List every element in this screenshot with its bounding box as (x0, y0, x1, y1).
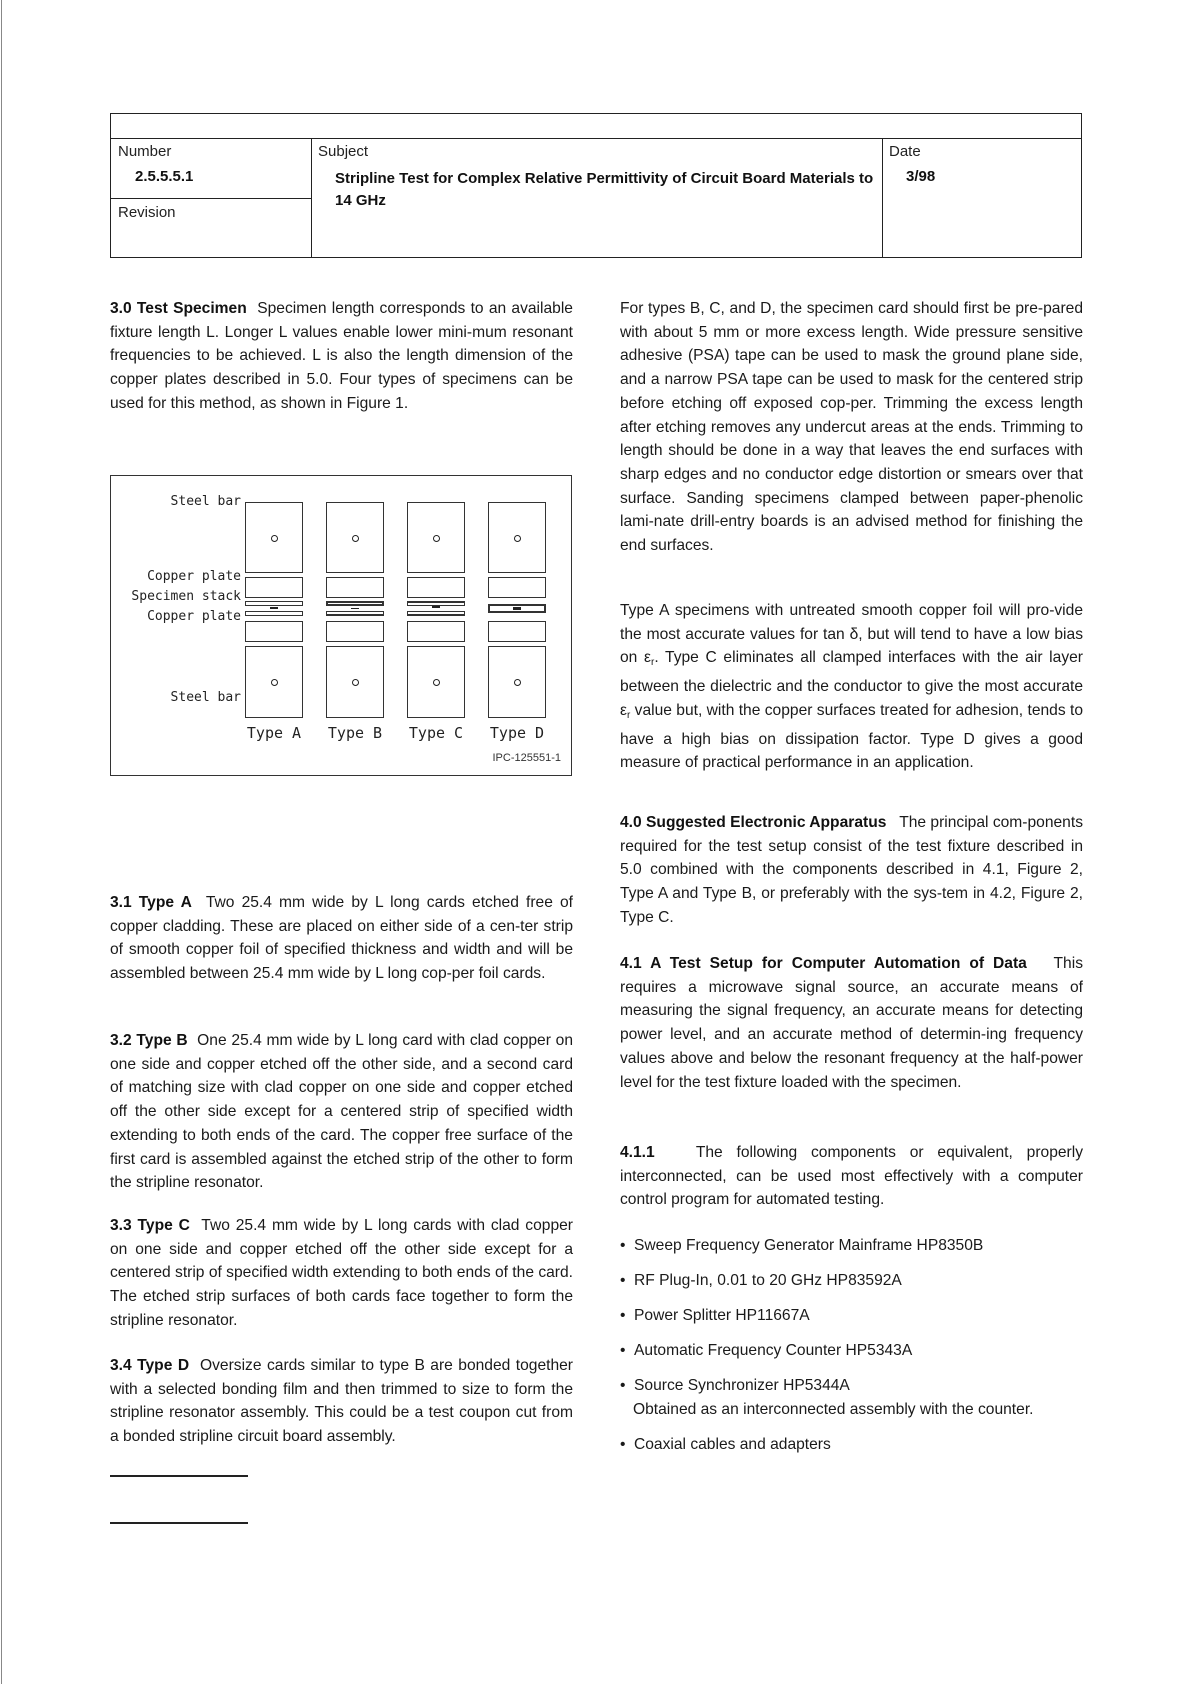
bullet-icon: • (620, 1342, 626, 1359)
center-strip-b (351, 608, 359, 609)
component-name: Coaxial cables and adapters (634, 1436, 831, 1453)
label-steel-bar-bottom: Steel bar (170, 690, 241, 705)
bullet-icon: • (620, 1272, 626, 1289)
type-comparison-text-3: value but, with the copper surfaces treated for adhesion, tends to have a high bias on dissipation factor. Type D gives a good measure of practical performance in an application. (620, 701, 1083, 772)
footnote-rule-2 (110, 1522, 248, 1524)
label-steel-bar-top: Steel bar (170, 494, 241, 509)
copper-plate-top-a (245, 577, 303, 598)
label-copper-plate-top: Copper plate (147, 569, 241, 584)
component-list-item (620, 1304, 1083, 1328)
component-name: Sweep Frequency Generator Mainframe HP8350B (634, 1237, 984, 1254)
steel-bar-top-c (407, 502, 465, 573)
bolt-hole-icon (352, 535, 359, 542)
section-4-1-text: This requires a microwave signal source, an accurate means of measuring the signal frequency, an accurate means for detecting power level, and an accurate method of determin-ing frequency values above and below the resonant frequency at the half-power level for the test fixture loaded with the specimen. (620, 955, 1083, 1091)
center-strip-d (513, 607, 521, 610)
section-3-1 (110, 891, 573, 986)
section-3-4 (110, 1354, 573, 1449)
component-list-item (620, 1234, 1083, 1258)
component-name: Power Splitter HP11667A (634, 1307, 810, 1324)
bullet-icon: • (620, 1237, 626, 1254)
section-4-0-text: The principal com-ponents required for the test setup consist of the test fixture described in 5.0 combined with the components described in 4.1, Figure 2, Type A and Type B, or preferably with the sys-tem in 4.2, Figure 2, Type C. (620, 814, 1083, 926)
bullet-icon: • (620, 1436, 626, 1453)
component-note: Obtained as an interconnected assembly with the counter. (633, 1400, 1034, 1418)
steel-bar-bottom-c (407, 646, 465, 718)
copper-plate-top-b (326, 577, 384, 598)
label-specimen-stack: Specimen stack (131, 589, 241, 604)
section-4-1 (620, 952, 1083, 1094)
specimen-card-c2 (407, 611, 465, 616)
steel-bar-top-b (326, 502, 384, 573)
section-4-1-1-heading: 4.1.1 (620, 1144, 655, 1161)
page-edge (1, 0, 2, 1684)
specimen-preparation-paragraph: For types B, C, and D, the specimen card should first be pre-pared with about 5 mm or more excess length. Wide pressure sensitive adhesive (PSA) tape can be used to mask the ground plane side, and a narrow PSA tape can be used to mask for the centered strip before etching off exposed cop-per. Trimming the excess length after etching removes any undercut areas at the ends. Trimming to length should be done in a way that leaves the end surfaces with sharp edges and no conductor edge distortion or smears over that surface. Sanding specimens clamped between paper-phenolic lami-nate drill-entry boards is an advised method for finishing the end surfaces. (620, 300, 1083, 555)
bolt-hole-icon (433, 535, 440, 542)
specimen-card-a2 (245, 611, 303, 616)
section-3-1-text: Two 25.4 mm wide by L long cards etched free of copper cladding. These are placed on either side of a cen-ter strip of smooth copper foil of specified thickness and width and will be assembled between 25.4 mm wide by L long cop-per foil cards. (110, 894, 573, 983)
specimen-card-b2 (326, 611, 384, 616)
component-name: Automatic Frequency Counter HP5343A (634, 1342, 913, 1359)
copper-plate-bottom-d (488, 621, 546, 642)
number-label: Number (118, 143, 172, 160)
bolt-hole-icon (271, 679, 278, 686)
section-3-1-heading: 3.1 Type A (110, 894, 192, 911)
epsilon-subscript: r (626, 709, 631, 721)
component-list-item (620, 1339, 1083, 1363)
figure-reference: IPC-125551-1 (492, 752, 561, 764)
type-a-label: Type A (246, 724, 302, 742)
date-value: 3/98 (906, 168, 936, 185)
center-strip-c (432, 606, 440, 608)
section-4-1-1-text: The following components or equivalent, properly interconnected, can be used most effectively with a computer control program for automated testing. (620, 1144, 1083, 1209)
copper-plate-bottom-c (407, 621, 465, 642)
label-copper-plate-bottom: Copper plate (147, 609, 241, 624)
figure-1-specimen-types (110, 475, 572, 776)
subject-title: Stripline Test for Complex Relative Permittivity of Circuit Board Materials to 14 GHz (335, 170, 874, 209)
subject-column (311, 138, 883, 257)
component-list-item (620, 1433, 1083, 1457)
section-3-4-text: Oversize cards similar to type B are bonded together with a selected bonding film and then trimmed to size to form the stripline resonator assembly. This could be a test coupon cut from a bonded stripline circuit board assembly. (110, 1357, 573, 1446)
type-b-label: Type B (327, 724, 383, 742)
section-4-0 (620, 811, 1083, 930)
component-list-item (620, 1269, 1083, 1293)
bolt-hole-icon (271, 535, 278, 542)
copper-plate-bottom-b (326, 621, 384, 642)
number-cell (111, 138, 311, 199)
type-d-label: Type D (489, 724, 545, 742)
component-list-item (620, 1374, 1083, 1421)
section-3-3-text: Two 25.4 mm wide by L long cards with clad copper on one side and copper etched off the other side except for a centered strip of specified width extending to both ends of the card. The etched strip surfaces of both cards face together to form the stripline resonator. (110, 1217, 573, 1329)
specimen-card-b1 (326, 601, 384, 606)
component-name: RF Plug-In, 0.01 to 20 GHz HP83592A (634, 1272, 902, 1289)
bolt-hole-icon (514, 535, 521, 542)
section-3-2-text: One 25.4 mm wide by L long card with clad copper on one side and copper etched off the other side, and a second card of matching size with clad copper on one side and copper etched off the other side except for a centered strip of specified width extending to both ends of the card. The copper free surface of the first card is assembled against the etched strip of the other to form the stripline resonator. (110, 1032, 573, 1192)
section-3-0-text: Specimen length corresponds to an available fixture length L. Longer L values enable lower mini-mum resonant frequencies to be achieved. L is also the length dimension of the copper plates described in 5.0. Four types of specimens can be used for this method, as shown in Figure 1. (110, 300, 573, 412)
date-label: Date (889, 143, 921, 160)
type-comparison-text-1: Type A specimens with untreated smooth copper foil will pro-vide the most accurate values for tan δ, but will tend to have a low bias on ε (620, 602, 1083, 667)
specimen-type-comparison-paragraph (620, 599, 1083, 775)
copper-plate-bottom-a (245, 621, 303, 642)
section-3-4-heading: 3.4 Type D (110, 1357, 190, 1374)
revision-label: Revision (118, 204, 176, 221)
section-4-0-heading: 4.0 Suggested Electronic Apparatus (620, 814, 887, 831)
section-3-2 (110, 1029, 573, 1195)
specimen-card-a1 (245, 601, 303, 606)
center-strip-a (270, 607, 278, 609)
type-comparison-text-2: . Type C eliminates all clamped interfaces with the air layer between the dielectric and the conductor to give the most accurate ε (620, 649, 1083, 719)
section-4-1-heading: 4.1 A Test Setup for Computer Automation of Data (620, 955, 1027, 972)
section-4-1-1 (620, 1141, 1083, 1212)
steel-bar-top-a (245, 502, 303, 573)
copper-plate-top-c (407, 577, 465, 598)
bullet-icon: • (620, 1377, 626, 1394)
steel-bar-top-d (488, 502, 546, 573)
section-3-2-heading: 3.2 Type B (110, 1032, 188, 1049)
subject-label: Subject (318, 143, 369, 160)
component-name: Source Synchronizer HP5344A (634, 1377, 850, 1394)
section-3-0-heading: 3.0 Test Specimen (110, 300, 247, 317)
bullet-icon: • (620, 1307, 626, 1324)
footnote-rule-1 (110, 1475, 248, 1477)
bolt-hole-icon (433, 679, 440, 686)
number-value: 2.5.5.5.1 (135, 168, 194, 185)
section-3-0 (110, 297, 573, 416)
bolt-hole-icon (352, 679, 359, 686)
bolt-hole-icon (514, 679, 521, 686)
header-top-row (111, 114, 1081, 139)
copper-plate-top-d (488, 577, 546, 598)
steel-bar-bottom-b (326, 646, 384, 718)
section-3-3-heading: 3.3 Type C (110, 1217, 190, 1234)
steel-bar-bottom-d (488, 646, 546, 718)
epsilon-subscript: r (650, 657, 655, 669)
section-3-3 (110, 1214, 573, 1333)
type-c-label: Type C (408, 724, 464, 742)
document-header-table (110, 113, 1082, 258)
steel-bar-bottom-a (245, 646, 303, 718)
number-column (111, 138, 312, 257)
date-column (882, 138, 1081, 257)
